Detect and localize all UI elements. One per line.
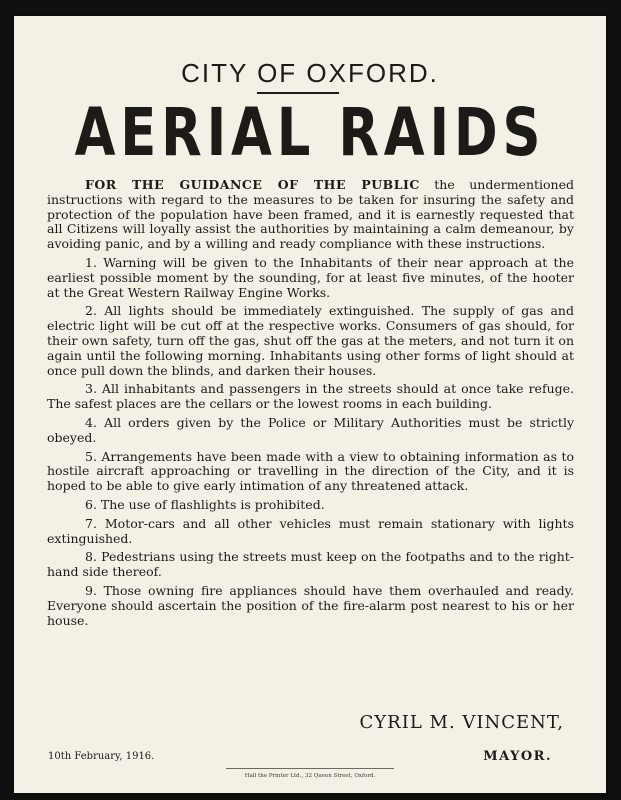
intro-caps: FOR THE GUIDANCE OF THE PUBLIC bbox=[85, 177, 420, 192]
instruction-5: 5. Arrangements have been made with a view to obtaining information as to hostile aircraft approaching or travelling in the direction of the City, and it is hoped to be able to give early intimation of any threatened attack. bbox=[47, 448, 574, 494]
printer-divider bbox=[226, 768, 394, 769]
intro-paragraph bbox=[47, 178, 574, 252]
printer-credit: Hall the Printer Ltd., 32 Queen Street, Oxford. bbox=[244, 773, 376, 779]
instruction-7: 7. Motor-cars and all other vehicles must remain stationary with lights extinguished. bbox=[47, 515, 574, 546]
intro-text: the undermentioned instructions with regard to the measures to be taken for insuring the safety and protection of the population have been framed, and it is earnestly requested that all Citizens will loyally assist the authorities by maintaining a calm demeanour, by avoiding panic, and by a willing and ready compliance with these instructions. bbox=[47, 177, 574, 252]
mayor-signature: CYRIL M. VINCENT, bbox=[359, 712, 564, 733]
city-heading: CITY OF OXFORD. bbox=[181, 58, 439, 88]
notice-poster bbox=[14, 16, 606, 793]
mayor-title: MAYOR. bbox=[483, 749, 552, 764]
instruction-9: 9. Those owning fire appliances should have them overhauled and ready. Everyone should ascertain the position of the fire-alarm post nearest to his or her house. bbox=[47, 582, 574, 628]
instruction-1: 1. Warning will be given to the Inhabitants of their near approach at the earliest possible moment by the sounding, for at least five minutes, of the hooter at the Great Western Railway Engine Works. bbox=[47, 254, 574, 300]
poster-title: AERIAL RAIDS bbox=[74, 94, 546, 171]
instruction-6: 6. The use of flashlights is prohibited. bbox=[85, 496, 325, 512]
instruction-2: 2. All lights should be immediately extinguished. The supply of gas and electric light will be cut off at the respective works. Consumers of gas should, for their own safety, turn off the gas, shut off the gas at the meters, and not turn it on again until the following morning. Inhabitants using other forms of light should at once pull down the blinds, and darken their houses. bbox=[47, 303, 574, 378]
notice-date: 10th February, 1916. bbox=[48, 751, 155, 762]
instruction-4: 4. All orders given by the Police or Military Authorities must be strictly obeyed. bbox=[47, 414, 574, 445]
instruction-3: 3. All inhabitants and passengers in the streets should at once take refuge. The safest places are the cellars or the lowest rooms in each building. bbox=[47, 381, 574, 412]
instruction-8: 8. Pedestrians using the streets must keep on the footpaths and to the right-hand side thereof. bbox=[47, 549, 574, 580]
instructions-body bbox=[47, 178, 574, 628]
